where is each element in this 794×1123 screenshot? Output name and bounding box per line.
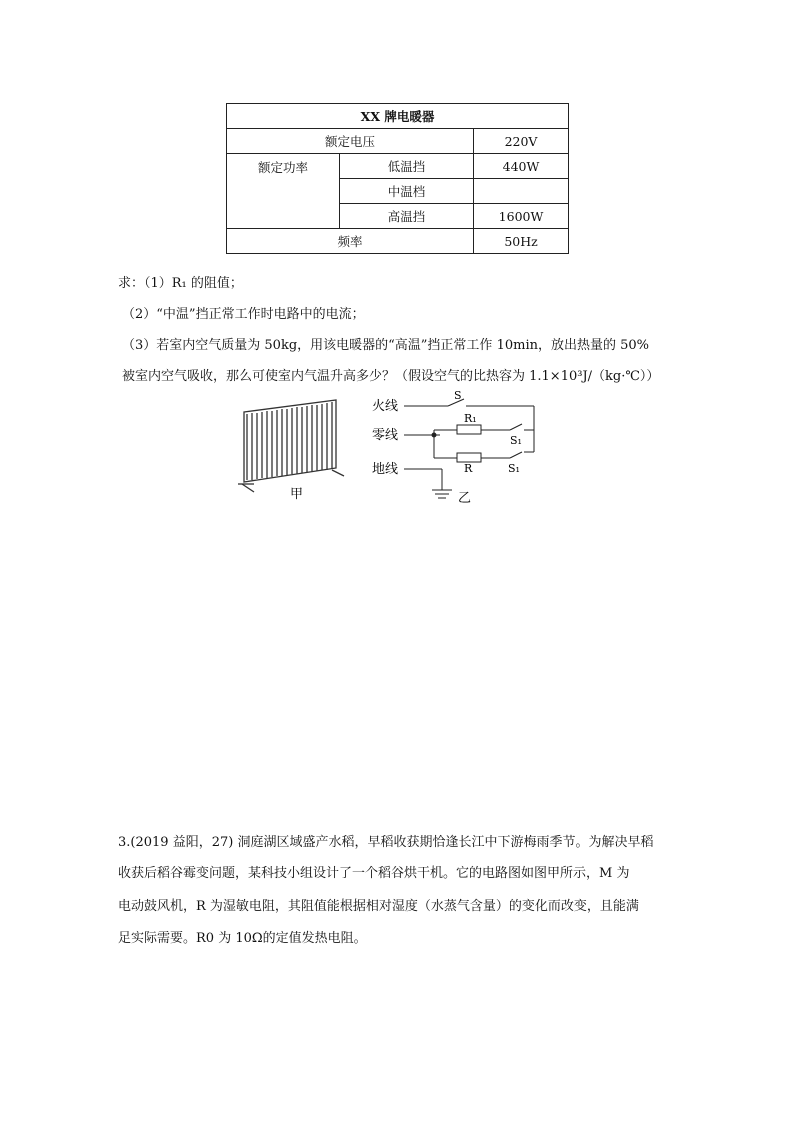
frequency-label: 频率 <box>227 229 474 254</box>
problem-3-line-1: 3.(2019 益阳，27) 洞庭湖区域盛产水稻，早稻收获期恰逢长江中下游梅雨季节。为解决早稻 <box>118 835 654 850</box>
high-value: 1600W <box>474 204 569 229</box>
heater-drawing <box>238 400 344 492</box>
switch-s1-bottom-label: S₁ <box>508 462 520 475</box>
high-label: 高温挡 <box>340 204 474 229</box>
resistor-r1-label: R₁ <box>464 412 477 425</box>
question-3-line-2: 被室内空气吸收，那么可使室内气温升高多少？（假设空气的比热容为 1.1×10³J/（kg·℃）） <box>122 369 660 384</box>
ground-wire-label: 地线 <box>372 462 399 477</box>
neutral-wire-label: 零线 <box>372 428 399 443</box>
switch-s1-top-label: S₁ <box>510 434 522 447</box>
label-jia: 甲 <box>290 487 304 502</box>
rated-power-label: 额定功率 <box>227 154 340 229</box>
rated-voltage-label: 额定电压 <box>227 129 474 154</box>
table-title: XX 牌电暖器 <box>227 104 569 129</box>
switch-s-label: S <box>454 389 462 402</box>
figure-area <box>232 388 562 506</box>
mid-value <box>474 179 569 204</box>
frequency-value: 50Hz <box>474 229 569 254</box>
low-label: 低温挡 <box>340 154 474 179</box>
live-wire-label: 火线 <box>372 399 399 414</box>
spec-table <box>226 103 569 254</box>
problem-3-line-4: 足实际需要。R0 为 10Ω的定值发热电阻。 <box>118 931 367 946</box>
mid-label: 中温档 <box>340 179 474 204</box>
question-3-line-1: （3）若室内空气质量为 50kg，用该电暖器的“高温”挡正常工作 10min，放出热量的 50% <box>122 338 649 353</box>
resistor-r-label: R <box>464 462 473 475</box>
rated-voltage-value: 220V <box>474 129 569 154</box>
table-row <box>227 154 569 179</box>
table-row <box>227 104 569 129</box>
table-row <box>227 229 569 254</box>
figure-svg <box>232 388 562 506</box>
question-1: 求：（1）R₁ 的阻值； <box>118 276 243 291</box>
question-2: （2）“中温”挡正常工作时电路中的电流； <box>122 307 365 322</box>
low-value: 440W <box>474 154 569 179</box>
table-row <box>227 129 569 154</box>
problem-3-line-2: 收获后稻谷霉变问题，某科技小组设计了一个稻谷烘干机。它的电路图如图甲所示，M 为 <box>118 866 630 881</box>
problem-3-line-3: 电动鼓风机，R 为湿敏电阻，其阻值能根据相对湿度（水蒸气含量）的变化而改变，且能满 <box>118 899 639 914</box>
label-yi: 乙 <box>458 491 472 506</box>
